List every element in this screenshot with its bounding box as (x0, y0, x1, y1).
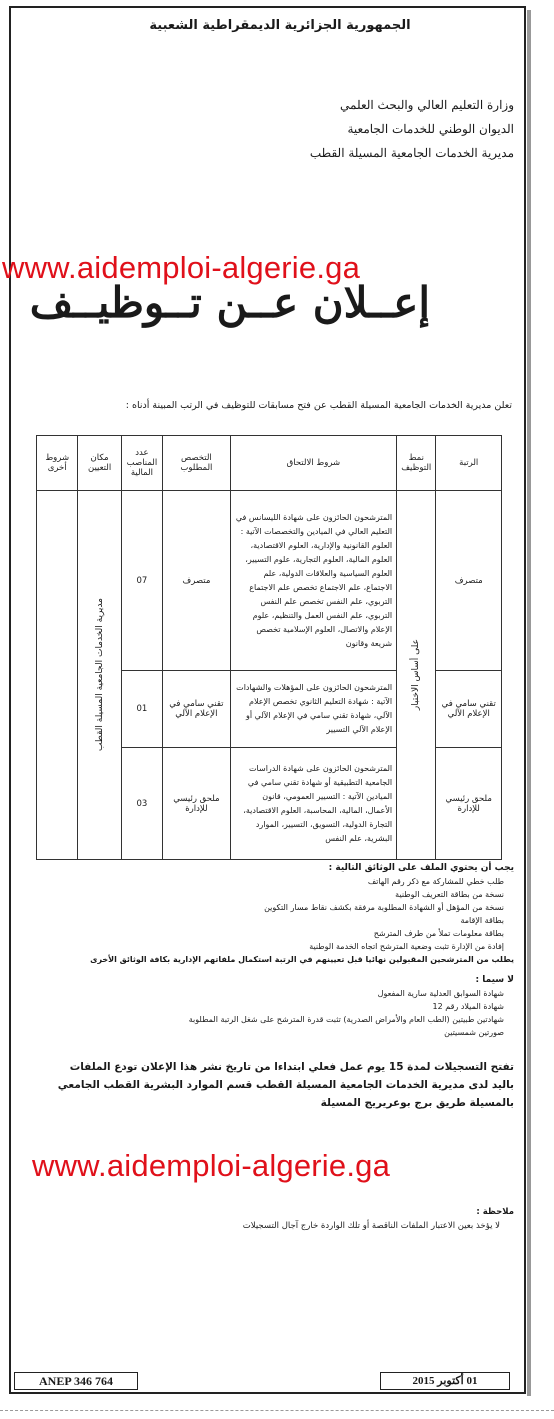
documents-heading: يجب أن يحتوي الملف على الوثائق التالية : (328, 863, 514, 873)
col-grade: الرتبة (436, 436, 502, 491)
extra-item: شهادتين طبيتين (الطب العام والأمراض الصدرية) تثبت قدرة المترشح على شغل الرتبة المطلوبة (188, 1015, 504, 1024)
positions-table (36, 435, 502, 860)
grade-cell: ملحق رئيسي للإدارة (436, 748, 502, 860)
notes-heading: ملاحظة : (476, 1207, 514, 1217)
document-item: بطاقة معلومات تملأ من طرف المترشح (373, 929, 504, 938)
col-specialty: التخصص المطلوب (163, 436, 231, 491)
documents-section (44, 862, 514, 1039)
intro-text: تعلن مديرية الخدمات الجامعية المسيلة القطب عن فتح مسابقات للتوظيف في الرتب المبينة أدناه : (125, 400, 512, 411)
republic-heading: الجمهورية الجزائرية الديمقراطية الشعبية (149, 18, 411, 33)
col-conditions: شروط الالتحاق (230, 436, 396, 491)
specialty-cell: ملحق رئيسي للإدارة (163, 748, 231, 860)
extra-item: شهادة الميلاد رقم 12 (432, 1002, 504, 1011)
publication-date: 01 أكتوبر 2015 (380, 1372, 510, 1390)
table-header-row (37, 436, 502, 491)
specialty-cell: تقني سامي في الإعلام الآلي (163, 671, 231, 748)
posts-cell: 03 (121, 748, 162, 860)
posts-cell: 01 (121, 671, 162, 748)
directorate-line: مديرية الخدمات الجامعية المسيلة القطب (309, 146, 514, 160)
conditions-cell: المترشحون الحائزون على المؤهلات والشهادات الآتية : شهادة التعليم الثانوي تخصص الإعلام الآلي، شهادة تقني سامي في الإعلام الآلي أو الإعلام الآلي التسيير (230, 671, 396, 748)
extra-item: صورتين شمسيتين (444, 1028, 504, 1037)
office-line: الديوان الوطني للخدمات الجامعية (347, 122, 514, 136)
specialty-cell: متصرف (163, 491, 231, 671)
watermark-bottom[interactable]: www.aidemploi-algerie.ga (32, 1148, 391, 1183)
page-cut-line (0, 1410, 554, 1411)
placement-text: مديرية الخدمات الجامعية المسيلة القطب (94, 598, 105, 752)
mode-text: على أساس الاختبار (411, 639, 422, 711)
extra-item: شهادة السوابق العدلية سارية المفعول (377, 989, 504, 998)
document-item: طلب خطي للمشاركة مع ذكر رقم الهاتف (367, 877, 504, 886)
table-row (37, 491, 502, 671)
document-item: نسخة من المؤهل أو الشهادة المطلوبة مرفقة بكشف نقاط مسار التكوين (264, 903, 504, 912)
frame-shadow (527, 10, 531, 1396)
grade-cell: تقني سامي في الإعلام الآلي (436, 671, 502, 748)
mode-cell (397, 491, 436, 860)
conditions-cell: المترشحون الحائزون على شهادة الليسانس في التعليم العالي في الميادين والتخصصات الآتية : العلوم القانونية والإدارية، العلوم الاقتصادية، العلوم المالية، العلوم التجارية، علوم التسيير، العلوم السياسية والعلاقات الدولية، علم الاجتماع، علم الاجتماع تخصص علم الاجتماع التربوي، علم النفس تخصص علم النفس التربوي، علم النفس العمل والتنظيم، علوم الإعلام والاتصال، العلوم الإسلامية تخصص شريعة وقانون (230, 491, 396, 671)
extra-heading: لا سيما : (475, 975, 514, 985)
deposit-paragraph: تفتح التسجيلات لمدة 15 يوم عمل فعلي ابتداءا من تاريخ نشر هذا الإعلان تودع الملفات باليد لدى مديرية الخدمات الجامعية المسيلة القطب قسم الموارد البشرية القطب الجامعي بالمسيلة طريق برج بوعريريج المسيلة (57, 1061, 514, 1109)
grade-cell: متصرف (436, 491, 502, 671)
document-item: نسخة من بطاقة التعريف الوطنية (395, 890, 504, 899)
col-placement: مكان التعيين (78, 436, 121, 491)
ministry-line: وزارة التعليم العالي والبحث العلمي (340, 98, 514, 112)
document-item: بطاقة الإقامة (460, 916, 504, 925)
documents-note: يطلب من المترشحين المقبولين نهائيا قبل تعيينهم في الرتبة استكمال ملفاتهم الإدارية بكافة الوثائق الأخرى (90, 955, 514, 964)
document-item: إفادة من الإدارة تثبت وضعية المترشح اتجاه الخدمة الوطنية (309, 942, 504, 951)
watermark-top[interactable]: www.aidemploi-algerie.ga (2, 250, 361, 285)
announcement-title: إعــلان عــن تــوظيــف (29, 278, 430, 327)
col-mode: نمط التوظيف (397, 436, 436, 491)
anep-reference: ANEP 346 764 (14, 1372, 138, 1390)
other-cell (37, 491, 78, 860)
conditions-cell: المترشحون الحائزون على شهادة الدراسات الجامعية التطبيقية أو شهادة تقني سامي في الميادين الآتية : التسيير العمومي، قانون الأعمال، المالية، المحاسبة، العلوم الاقتصادية، التجارة الدولية، التسويق، التسيير، الموارد البشرية، علم النفس (230, 748, 396, 860)
notes-item: لا يؤخذ بعين الاعتبار الملفات الناقصة أو تلك الواردة خارج آجال التسجيلات (242, 1221, 500, 1231)
notes-section (44, 1205, 514, 1233)
placement-cell (78, 491, 121, 860)
col-other: شروط أخرى (37, 436, 78, 491)
col-posts: عدد المناصب المالية (121, 436, 162, 491)
posts-cell: 07 (121, 491, 162, 671)
